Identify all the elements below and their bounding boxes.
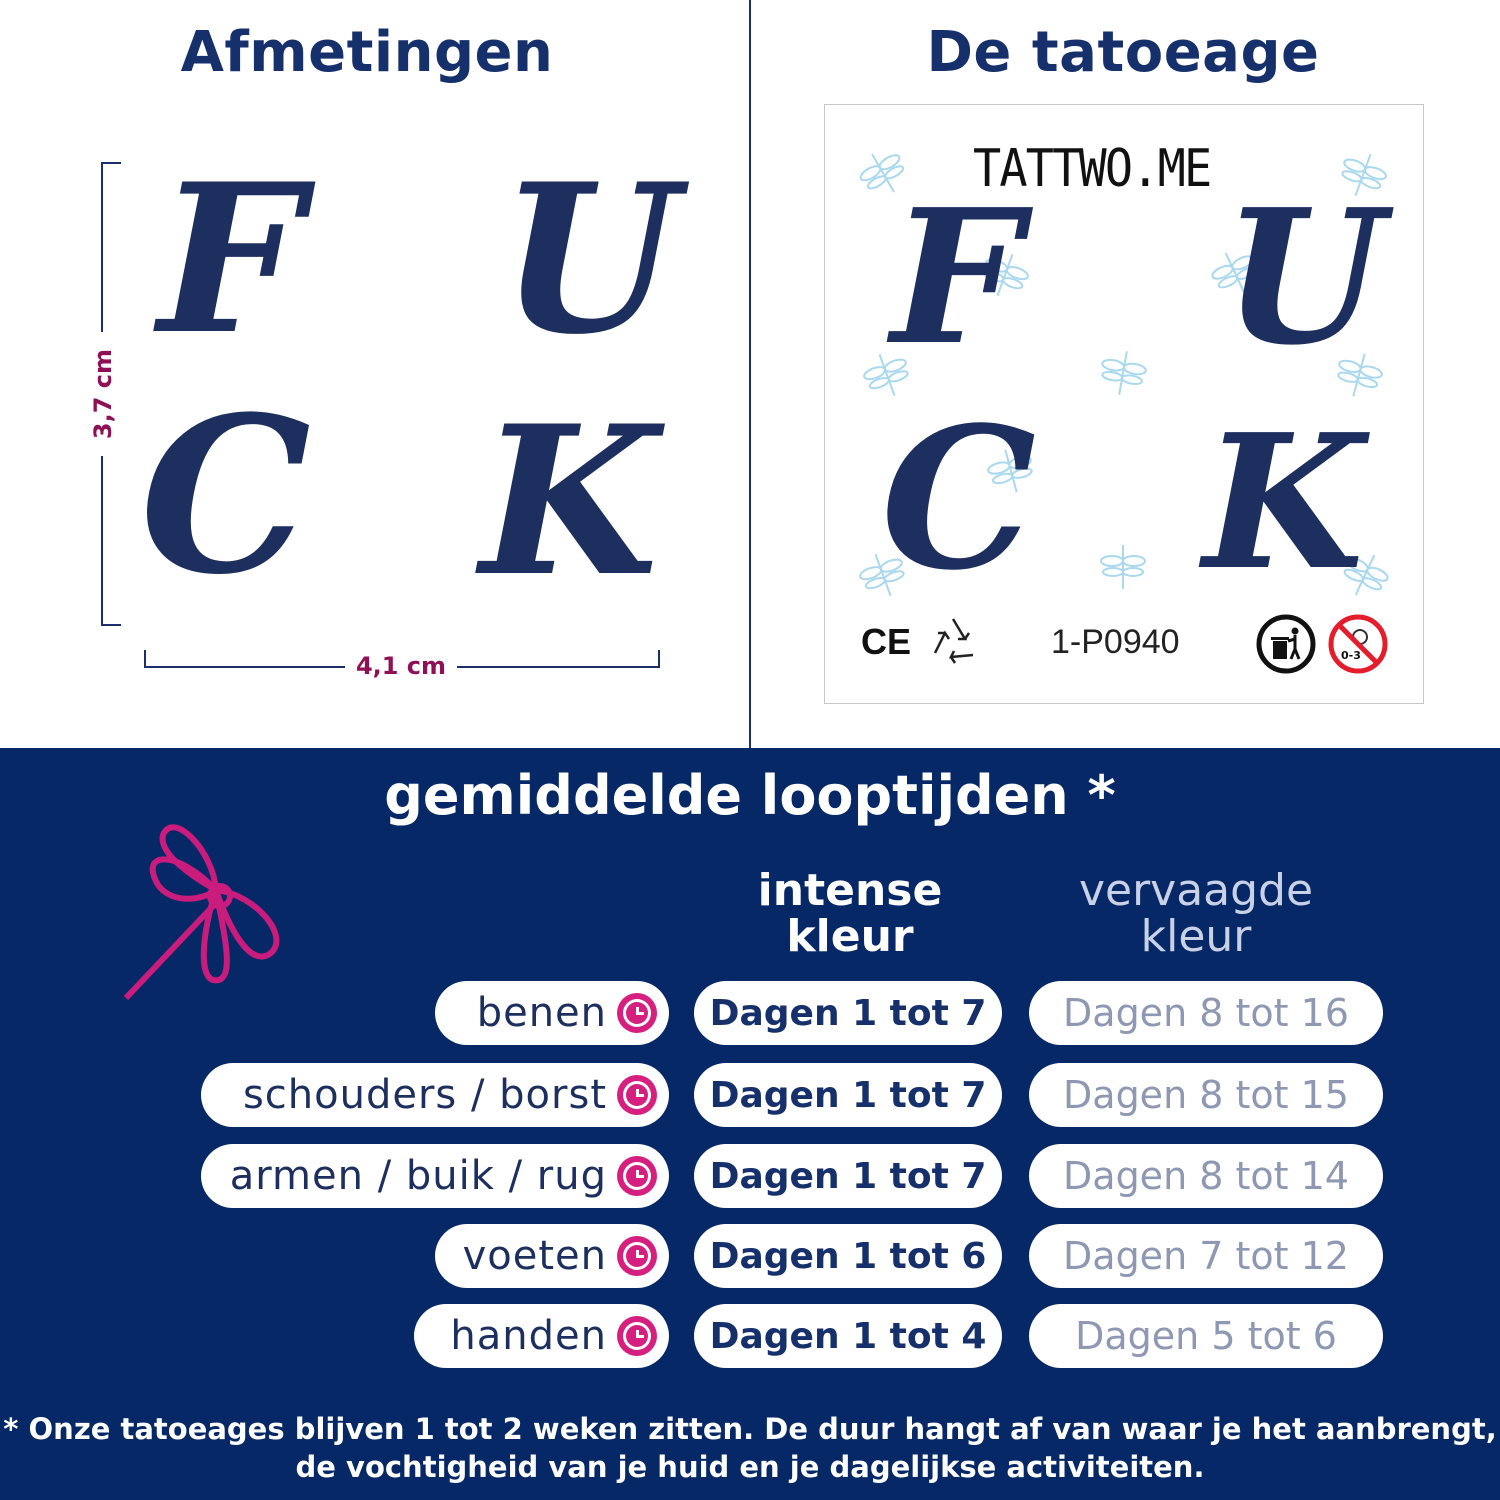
faded-duration: Dagen 8 tot 16 xyxy=(1063,991,1349,1035)
faded-duration-pill xyxy=(1029,1224,1383,1288)
dragonfly-icon xyxy=(118,810,298,1010)
clock-icon xyxy=(617,1316,657,1356)
body-part-label: schouders / borst xyxy=(242,1072,607,1118)
intense-duration: Dagen 1 tot 7 xyxy=(709,1155,987,1197)
product-code: 1-P0940 xyxy=(1051,623,1180,661)
width-label: 4,1 cm xyxy=(345,652,457,680)
body-part-label: handen xyxy=(450,1313,607,1359)
body-part-pill xyxy=(414,1304,669,1368)
intense-header-line2: kleur xyxy=(786,911,914,962)
no-children-icon xyxy=(1327,613,1389,675)
footnote-line-1: * Onze tatoeages blijven 1 tot 2 weken zitten. De duur hangt af van waar je het aanbrengt, xyxy=(3,1412,1497,1446)
body-part-pill xyxy=(435,981,669,1045)
clock-icon xyxy=(617,1075,657,1115)
body-part-pill xyxy=(201,1144,669,1208)
dimensions-heading: Afmetingen xyxy=(180,20,554,85)
faded-duration-pill xyxy=(1029,1063,1383,1127)
intense-duration: Dagen 1 tot 4 xyxy=(709,1315,987,1357)
intense-duration-pill xyxy=(694,1304,1002,1368)
body-part-label: voeten xyxy=(462,1233,607,1279)
intense-duration-pill xyxy=(694,1144,1002,1208)
ce-mark: CE xyxy=(861,621,912,662)
intense-duration-pill xyxy=(694,1224,1002,1288)
sheet-letter-k: K xyxy=(1203,393,1364,611)
letter-k: K xyxy=(480,382,659,622)
letter-u: U xyxy=(500,140,679,380)
footnote-line-2: de vochtigheid van je huid en je dagelijkse activiteiten. xyxy=(295,1450,1205,1484)
age-warning-text: 0-3 xyxy=(1341,649,1361,662)
intense-color-header xyxy=(700,865,1000,962)
faded-duration-pill xyxy=(1029,981,1383,1045)
intense-duration: Dagen 1 tot 6 xyxy=(709,1235,987,1277)
faded-duration: Dagen 5 tot 6 xyxy=(1075,1314,1337,1358)
tattoo-heading: De tatoeage xyxy=(926,20,1320,85)
clock-icon xyxy=(617,1236,657,1276)
clock-icon xyxy=(617,1156,657,1196)
body-part-pill xyxy=(435,1224,669,1288)
faded-duration-pill xyxy=(1029,1304,1383,1368)
trash-bin-icon xyxy=(1255,613,1317,675)
letter-c: C xyxy=(140,369,312,622)
faded-duration: Dagen 8 tot 14 xyxy=(1063,1154,1349,1198)
tattoo-sheet xyxy=(824,104,1424,704)
intense-duration: Dagen 1 tot 7 xyxy=(709,992,987,1034)
faded-duration-pill xyxy=(1029,1144,1383,1208)
intense-duration: Dagen 1 tot 7 xyxy=(709,1074,987,1116)
faded-header-line2: kleur xyxy=(1140,911,1252,962)
letter-f: F xyxy=(158,140,304,380)
footnote xyxy=(0,1410,1500,1486)
vertical-divider xyxy=(749,0,751,748)
brand-name: TATTWO.ME xyxy=(973,139,1211,199)
body-part-label: armen / buik / rug xyxy=(229,1153,607,1199)
sheet-letter-f: F xyxy=(891,168,1023,386)
sheet-letter-c: C xyxy=(881,384,1037,613)
faded-duration: Dagen 8 tot 15 xyxy=(1063,1073,1349,1117)
faded-duration: Dagen 7 tot 12 xyxy=(1063,1234,1349,1278)
clock-icon xyxy=(617,993,657,1033)
sheet-letter-u: U xyxy=(1223,168,1385,386)
faded-color-header xyxy=(1046,865,1346,962)
body-part-label: benen xyxy=(476,990,607,1036)
intense-duration-pill xyxy=(694,1063,1002,1127)
height-label: 3,7 cm xyxy=(89,332,117,456)
recycle-icon xyxy=(925,613,981,669)
body-part-pill xyxy=(201,1063,669,1127)
intense-duration-pill xyxy=(694,981,1002,1045)
intense-header-line1: intense xyxy=(757,865,943,916)
faded-header-line1: vervaagde xyxy=(1078,865,1314,916)
wear-times-heading: gemiddelde looptijden * xyxy=(384,764,1116,827)
